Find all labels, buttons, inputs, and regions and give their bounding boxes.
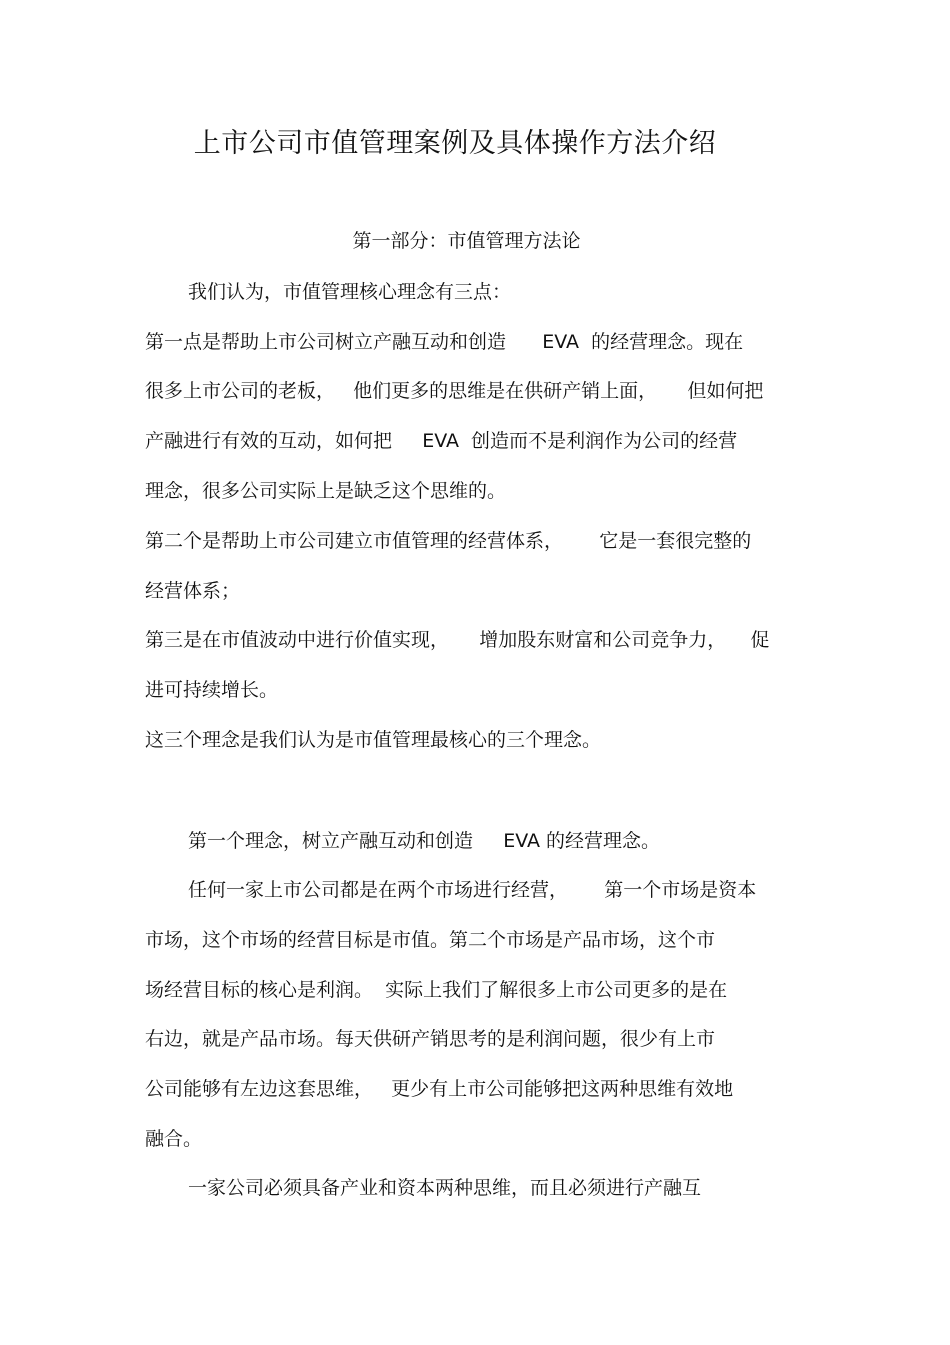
paragraph-line: 产融进行有效的互动，如何把 EVA 创造而不是利润作为公司的经营 bbox=[145, 430, 738, 452]
paragraph-line: 很多上市公司的老板， 他们更多的思维是在供研产销上面， 但如何把 bbox=[145, 380, 764, 402]
document-title: 上市公司市值管理案例及具体操作方法介绍 bbox=[193, 128, 717, 159]
paragraph-line: 第三是在市值波动中进行价值实现， 增加股东财富和公司竞争力， 促 bbox=[145, 629, 770, 651]
paragraph-line: 进可持续增长。 bbox=[145, 679, 279, 701]
paragraph-line: 右边，就是产品市场。每天供研产销思考的是利润问题，很少有上市 bbox=[145, 1028, 716, 1050]
paragraph-line: 第一点是帮助上市公司树立产融互动和创造 EVA 的经营理念。现在 bbox=[145, 331, 744, 353]
paragraph-line: 第二个是帮助上市公司建立市值管理的经营体系， 它是一套很完整的 bbox=[145, 530, 752, 552]
paragraph-line: 任何一家上市公司都是在两个市场进行经营， 第一个市场是资本 bbox=[188, 879, 757, 901]
paragraph-line: 我们认为，市值管理核心理念有三点： bbox=[188, 281, 512, 303]
paragraph-line: 第一个理念，树立产融互动和创造 EVA 的经营理念。 bbox=[188, 830, 661, 852]
paragraph-line: 场经营目标的核心是利润。 实际上我们了解很多上市公司更多的是在 bbox=[145, 979, 728, 1001]
paragraph-line: 市场，这个市场的经营目标是市值。第二个市场是产品市场，这个市 bbox=[145, 929, 716, 951]
paragraph-line: 融合。 bbox=[145, 1128, 203, 1150]
paragraph-line: 一家公司必须具备产业和资本两种思维，而且必须进行产融互 bbox=[188, 1177, 702, 1199]
paragraph-line: 经营体系； bbox=[145, 580, 241, 602]
paragraph-line: 理念，很多公司实际上是缺乏这个思维的。 bbox=[145, 480, 507, 502]
paragraph-line: 这三个理念是我们认为是市值管理最核心的三个理念。 bbox=[145, 729, 602, 751]
paragraph-line: 公司能够有左边这套思维， 更少有上市公司能够把这两种思维有效地 bbox=[145, 1078, 734, 1100]
section-heading: 第一部分：市值管理方法论 bbox=[352, 230, 581, 252]
